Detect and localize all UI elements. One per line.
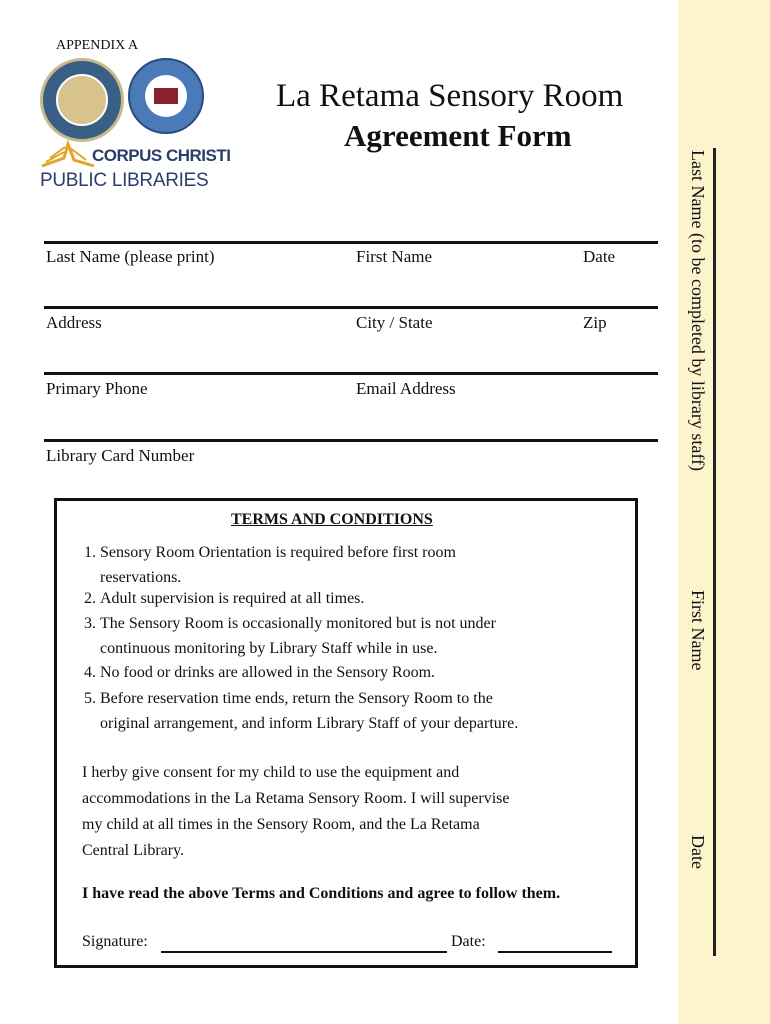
last-name-label: Last Name (please print) bbox=[46, 247, 215, 266]
phone-input-line[interactable] bbox=[44, 372, 658, 375]
open-book-icon bbox=[40, 140, 96, 170]
term-item-4: 4. No food or drinks are allowed in the Sensory Room. bbox=[84, 664, 436, 681]
logo-text-corpus-christi: CORPUS CHRISTI bbox=[92, 146, 231, 165]
signature-input-line[interactable] bbox=[161, 951, 447, 953]
signature-label: Signature: bbox=[82, 933, 148, 950]
city-state-label: City / State bbox=[356, 313, 433, 332]
term-item-5: 5. Before reservation time ends, return the Sensory Room to the original arrangement, and inform Library Staff of your departure. bbox=[84, 690, 519, 732]
first-name-label: First Name bbox=[356, 247, 433, 266]
staff-input-line[interactable] bbox=[713, 148, 716, 956]
date-label: Date bbox=[583, 247, 616, 266]
library-seal-logo bbox=[128, 58, 204, 134]
appendix-label: APPENDIX A bbox=[56, 38, 139, 53]
address-input-line[interactable] bbox=[44, 306, 658, 309]
primary-phone-label: Primary Phone bbox=[46, 379, 148, 398]
form-title: La Retama Sensory Room bbox=[276, 78, 624, 114]
terms-title: TERMS AND CONDITIONS bbox=[231, 511, 433, 528]
consent-paragraph: I herby give consent for my child to use the equipment and accommodations in the La Retama Sensory Room. I will supervise my child at all times in the Sensory Room, and the La Retama Central Library. bbox=[82, 764, 510, 859]
zip-label: Zip bbox=[583, 313, 607, 332]
last-name-input-line[interactable] bbox=[44, 241, 658, 244]
email-label: Email Address bbox=[356, 379, 456, 398]
form-subtitle: Agreement Form bbox=[344, 118, 572, 153]
term-item-3: 3. The Sensory Room is occasionally monitored but is not under continuous monitoring by Library Staff while in use. bbox=[84, 615, 496, 657]
address-label: Address bbox=[46, 313, 102, 332]
staff-date-label: Date bbox=[688, 835, 708, 869]
city-seal-logo bbox=[40, 58, 124, 142]
term-item-1: 1. Sensory Room Orientation is required before first room reservations. bbox=[84, 544, 456, 586]
logo-text-public-libraries: PUBLIC LIBRARIES bbox=[40, 170, 209, 191]
signature-date-input-line[interactable] bbox=[498, 951, 612, 953]
signature-date-label: Date: bbox=[451, 933, 486, 950]
library-card-label: Library Card Number bbox=[46, 446, 195, 465]
staff-first-name-label: First Name bbox=[688, 590, 708, 671]
staff-last-name-label: Last Name (to be completed by library staff) bbox=[688, 150, 708, 472]
term-item-2: 2. Adult supervision is required at all times. bbox=[84, 590, 365, 607]
library-card-input-line[interactable] bbox=[44, 439, 658, 442]
agreement-statement: I have read the above Terms and Conditions and agree to follow them. bbox=[82, 885, 561, 902]
